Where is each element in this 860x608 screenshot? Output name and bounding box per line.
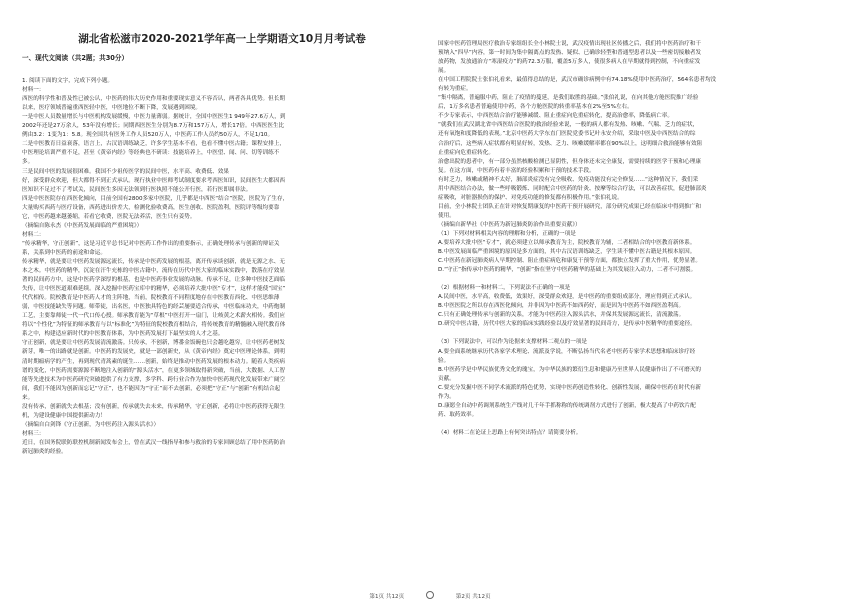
text-line: 作为。 [438, 393, 455, 400]
text-line: 弱，中医技能缺失等问题。师带徒，出名医，中医独具特色的经芸屡要适合传承，中医临床功夫，中药炮制 [22, 304, 285, 311]
text-line: 一是中医人员数量增长与中医机构发展缓慢，中医力量薄弱。据统计，全国中医医生1 949年27.6万人，到 [22, 114, 286, 121]
text-line: 后，1万多名患者普遍使用中药，各个方舱医院的转重率基本在2%至5%左右。 [438, 104, 633, 111]
text-line: （3）下列说法中，可以作为论据来支撑材料二观点的一项是 [438, 339, 587, 346]
text-line: 系之中，构建适应新时代的中医教育体系，为中医药发展打下最坚实的人才之基。 [22, 331, 224, 338]
section-heading: 一、现代文阅读（共2题；共30分） [22, 54, 129, 62]
text-line: 国家中医药管理局医疗救治专家组组长全小林院士说，武汉疫情出现社区传播之后，我们将中医药治疗和干 [438, 41, 701, 47]
spacer [438, 329, 838, 338]
page-footer [0, 591, 860, 600]
text-line: A.要全面系统继承历代各家学术理论、流派及学说，不断弘扬当代名老中医药专家学术思想和临床诊疗经 [438, 348, 696, 355]
left-page-number: 第1页 共12页 [369, 594, 405, 600]
text-line: 本之木。中医药的精华，沉淀在汗牛充栋的中医古籍中，流传在历代中医大家的临床实践中，散落在疗效显 [22, 268, 285, 275]
text-line: B.中医药学是中华民族优秀文化的瑰宝，为中华民族的繁衍生息和健康乃至世界人民健康作出了不可磨灭的 [438, 366, 701, 373]
right-body [438, 40, 838, 438]
text-line: 材料三： [22, 430, 45, 437]
text-line: C.只有正确处理传承与创新的关系，才能为中医药注入源头活水，并保其发展源远流长，清流激荡。 [438, 312, 685, 319]
text-line: 还有氧饱和度降低的表现。”北京中医药大学东直门医院党委书记叶永安介绍，采取中医及中西医结合的综 [438, 131, 696, 138]
text-line: 三是民间中医的发展很困难。我国不少祖传医学的民间中医，水平高、收费低、效果 [22, 168, 229, 175]
text-line: C.中医药在新冠肺炎病人早期控制、阻止重症病危和康复干预等方面，都独立发挥了重大作用，优势显著。 [438, 258, 701, 265]
text-line: C.要充分发掘中医不同学术流派的特色优势，实现中医药创造性转化、创新性发展，确保中医药在时代有新 [438, 384, 701, 391]
text-line: 验。 [438, 357, 450, 364]
text-line: 使用。 [438, 212, 455, 219]
text-line: 它，中医药越来越萎缩，若看它收费，医院无法养活，医生只有姜势。 [22, 213, 196, 220]
left-column [22, 22, 422, 457]
text-line: 代代相传。院校教育是中医药人才的主阵地，当前，院校教育不同程度地存在中医教育西化、中医思维薄 [22, 295, 280, 302]
text-line: （2）根据材料一和材料二，下列说法不正确的一项是 [438, 285, 571, 292]
text-line: D.“守正”指传承中医药的精华，“创新”指在坚守中医药精华的基础上为其发展注入动力，二者不可割裂。 [438, 267, 697, 274]
text-line: “就我们在武汉湖北省中西医结合医院的救治经验来说，一般的病人都有发热、咳嗽、气喘、乏力的症状， [438, 122, 699, 129]
text-line: 四是中医医院存在西医化倾向，目前全国有2800多家中医院，几乎都是中西医“结合”医院，医院为了生存， [22, 195, 289, 202]
text-line: （1）下列对材料相关内容的理解和分析，正确的一项是 [438, 230, 576, 237]
text-line: A.民间中医，水平高，收费低，效果好，深受群众欢迎，是中医药的重要组成部分，理应得到正式承认。 [438, 294, 696, 301]
text-line: 医知识不足过不了考试关，民间医生多因无法领到行医执照不能公开行医，若行医即属非法。 [22, 186, 252, 193]
text-line: （4）材料二在论证上思路上有何突出特点？请简要分析。 [438, 429, 582, 436]
text-line: D.康愿全自动中药调剂系统生产线对几千年手抓称称的传统调剂方式进行了创新，极大提高了中药饮片配 [438, 402, 696, 409]
text-line: 目前，全小林院士团队正在针对恢复期康复的中医药干预开展研究，部分研究成果已经在临床中得到推广和 [438, 203, 701, 210]
text-line: 以来，医疗领域普遍重西医轻中医，中医地位不断下降，发展遇到困境。 [22, 105, 202, 112]
text-line: 材料一： [22, 87, 45, 94]
text-line: 不少专家表示，中西医结合治疗能够减缓、阻止重症向危重症转化，提高治愈率，降低病亡率。 [438, 113, 673, 120]
text-line: 好，深受群众欢迎，但大都得不到正式承认。现行执业中医师考试制度要求考西医知识，民间医生大都因西 [22, 177, 285, 184]
text-line: （摘编自白剑锋《守正创新，为中医药注入源头活水》） [22, 421, 160, 428]
text-line: 展。 [438, 68, 450, 75]
text-line: 多。 [22, 159, 34, 166]
text-line: 中医理论培训严重不足，甚至《黄帝内经》等经典也不研读：技能培养上，中医望、闻、问、切等训练不 [22, 150, 280, 157]
text-line: 近日，在国务院联防联控机制新闻发布会上，曾在武汉一线指导和参与救治的专家回顾总结了用中医药防治 [22, 439, 285, 446]
text-line: 谱的变化，中医药需要源源不断地注入创新的“源头活水”，在更多领域取得新突破，当前，大数据、人工智 [22, 367, 286, 374]
text-line: 复。在这方面，中医药有着丰富的经验积累和干预的技术手段。 [438, 167, 595, 174]
exam-title: 湖北省松滋市2020-2021学年高一上学期语文10月月考试卷 [78, 33, 366, 45]
text-line: A.要培养大批中医“专才”，就必须建立以师承教育为主，院校教育为辅，二者相结合的中医教育新体系。 [438, 240, 696, 247]
text-line: 合治疗后，这些病人症状都有明显好转，发热、乏力、咳嗽缓解率都在90%以上，这明细合救治能够有效阻 [438, 140, 703, 147]
text-line: 止重症向危重症转化。 [438, 149, 494, 156]
text-line: 例由3.2：1变为1：5.8。现全国共有医务工作人员520万人，中医药工作人员约50万人，不足1/10。 [22, 132, 274, 139]
right-page-number: 第2页 共12页 [455, 594, 491, 600]
text-line: 2002年还是27万余人，53年没有增长；同期西医医生分别为8.7万和157万人，增长17倍。中西医医生比 [22, 123, 285, 130]
spacer [438, 420, 838, 429]
text-line: 新冠肺炎的经验。 [22, 448, 67, 455]
text-line: 二是中医教育日益衰落，语言上，古汉语训练缺乏，许多学生基本不看，也看不懂中医古籍；课程安排上， [22, 141, 285, 148]
text-line: B.中医发展面临严重困境的原因是多方面的，其中古汉语训练缺乏，学生读不懂中医古籍是其根本原因。 [438, 249, 696, 256]
binding-circle-icon [426, 591, 434, 599]
text-line: 大量购买西药与医疗设备，西药进出价差大，检测化验收费高，医生创收、医院盈利，医院评等级均要靠 [22, 204, 280, 211]
text-line: 药、取药效率。 [438, 411, 478, 418]
right-column [438, 40, 838, 438]
text-line: 没有传承，创新就失去根基；没有创新，传承就失去未来，传承精华，守正创新，必将让中医药获得无限生 [22, 403, 285, 410]
text-line: 治愈出院的患者中，有一部分虽然核酸检测已显阴性，但身体还未完全康复，需要持续的医学干预和心理康 [438, 158, 701, 165]
text-line: “传承精华，守正创新”，这是习近平总书记对中医药工作作出的重要指示，正确处理传承与创新的辩证关 [22, 240, 280, 247]
text-line: 放药物，发放通治方“寒湿疫方”的药72.3万服，覆盖5万多人，使很多病人在早期就得到控制，不向重症发 [438, 59, 701, 66]
text-line: 贡献。 [438, 375, 455, 382]
text-line: 工艺，主要靠师徒一代一代口传心授。师承教育能为“草根”中医打开一扇门，让岐黄之术薪火相传。我们应 [22, 313, 286, 320]
text-line: 有转为重症。 [438, 86, 472, 93]
text-line: B.中医医院之所以存在西医化倾向，并非因为中医药不如西药好，而是因为中医药不如西医盈利高。 [438, 303, 685, 310]
text-line: 机，为建设健康中国提供新动力！ [22, 412, 106, 419]
text-line: 症吸收，对脏器损伤的保护、对免疫功能的修复都有积极作用。”张伯礼说。 [438, 194, 623, 201]
text-line: “集中隔离，普遍服中药，阻止了疫情的蔓延，是我们取胜的基础。”张伯礼说，在向其他方舱医院推广经验 [438, 95, 699, 102]
text-line: 西医的科学性和普及性已被公认，中医药的伟大历史作用和重要现实意义不容否认，两者各具优势。但长期 [22, 96, 285, 103]
text-line: 材料二： [22, 231, 45, 238]
text-line: 能等先进技术为中医药研究突破提供了有力支撑，多学科、跨行业合作为加快中医药现代化发展带来广阔空 [22, 376, 285, 383]
text-line: 失传，让中医医道艰难延续。深入挖掘中医药宝库中的精华，必须培养大批中医“专才”，这样才能使“国宝” [22, 286, 286, 293]
text-line: 来。 [22, 394, 34, 401]
left-body [22, 77, 422, 457]
text-line: 著的民间药方中，这是中医药学深厚的根基，也是中医药事业发展的动脉。传承不足，让多种中医技艺面临 [22, 277, 285, 284]
text-line: 传承精华，就是要让中医药发展源远流长，传承是中医药发展的根基，离开传承谈创新，就是无源之水、无 [22, 258, 285, 265]
text-line: 系，关系到中医药的前途和命运。 [22, 249, 106, 256]
text-line: 有时乏力，咳嗽或精神不太好，肺部炎症没有完全吸收、免疫功能没有完全修复……“这种情况下，我们采 [438, 176, 699, 183]
spacer [438, 275, 838, 284]
text-line: 清时期瘟病学的产生，再到现代青蒿素的诞生……创新，始终是推动中医药发展的根本动力。随着人类疾病 [22, 358, 285, 365]
text-line: 新芽，唯一的出路就是创新。中医药的发展史，就是一部创新史，从《黄帝内经》奠定中医理论体系，到明 [22, 349, 285, 356]
text-line: （摘编自新华社《中医药为新冠肺炎防治作出重要贡献》） [438, 221, 581, 228]
text-line: 用中西医结合办法，做一些呼吸锻炼、同时配合中医药的针灸、按摩等综合疗法，可以改善症状，促进肺部炎 [438, 185, 707, 192]
text-line: 间，我们不能因为创新而忘记“守正”，也不能因为“守正”而不去创新，必须把“守正”与“创新”有机结合起 [22, 385, 281, 392]
text-line: 将以“个性化”为特征的师承教育与以“标准化”为特征的院校教育相结合，将传统教育的精髓融入现代教育体 [22, 322, 286, 329]
text-line: D.研究中医古籍，历代中医大家的临床实践经验以及疗效显著的民间奇方，是传承中医精华的重要途径。 [438, 321, 696, 328]
text-line: 预纳入“四早”内容，第一时间为集中隔离点的发热、疑似、已确诊轻型和普通型患者以及一些密切接触者发 [438, 50, 702, 57]
text-line: 1. 阅读下面的文字，完成下列小题。 [22, 78, 114, 85]
text-line: 守正创新，就是要让中医药发展清流激荡。只传承，不创新，博番金饭碗也只会越吃越穷，让中医药老树发 [22, 340, 285, 347]
text-line: （摘编自陈永杰《中医药发展面临的严重困境》） [22, 222, 143, 229]
text-line: 在中国工程院院士张伯礼看来，最值得总结的是，武汉市确诊病例中有74.18%使用中医药治疗，564名患者均没 [438, 77, 717, 84]
